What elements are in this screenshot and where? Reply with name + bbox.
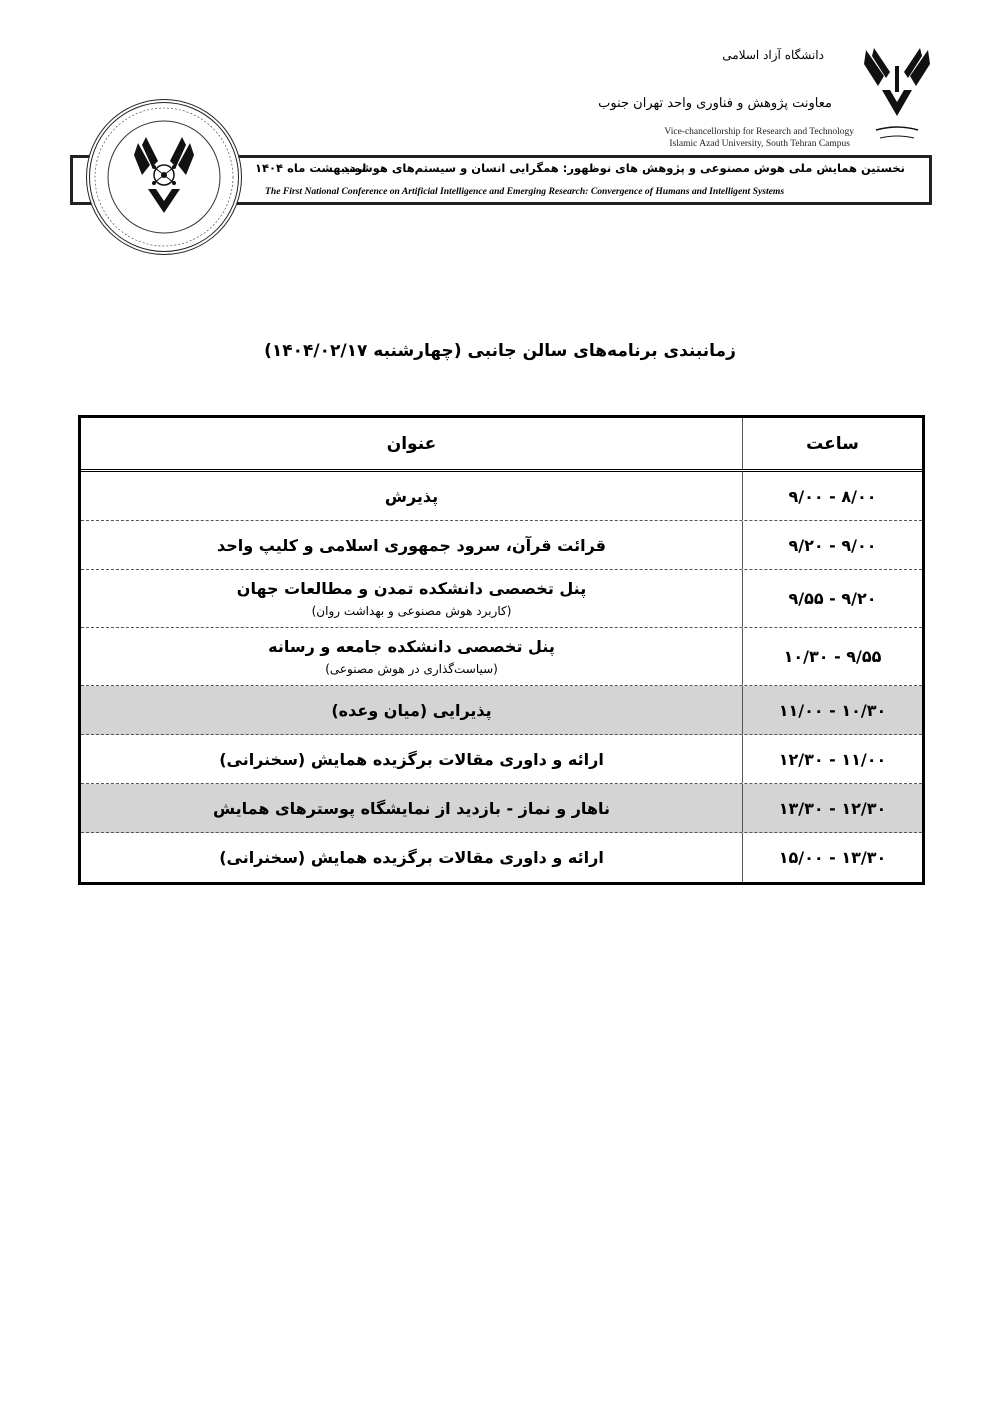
row-title-cell	[81, 570, 742, 627]
column-header-title: عنوان	[386, 433, 437, 454]
row-subtitle: (سیاست‌گذاری در هوش مصنوعی)	[325, 662, 498, 676]
table-row	[81, 735, 922, 784]
row-title: قرائت قرآن، سرود جمهوری اسلامی و کلیپ واحد	[217, 535, 606, 555]
row-title: پذیرش	[384, 486, 439, 506]
column-header-time: ساعت	[742, 418, 922, 469]
row-title: پنل تخصصی دانشکده جامعه و رسانه	[268, 637, 555, 656]
conference-seal-logo	[86, 99, 242, 255]
row-title: ناهار و نماز - بازدید از نمایشگاه پوسترهای همایش	[212, 798, 611, 818]
row-title: ارائه و داوری مقالات برگزیده همایش (سخنرانی)	[219, 848, 604, 867]
row-time: ۸/۰۰ - ۹/۰۰	[742, 472, 922, 520]
row-title-cell	[81, 686, 742, 734]
page-title: زمانبندی برنامه‌های سالن جانبی (چهارشنبه ۱۴۰۴/۰۲/۱۷)	[264, 341, 736, 361]
table-row	[81, 833, 922, 882]
conference-title-fa: نخستین همایش ملی هوش مصنوعی و پژوهش های نوظهور: همگرایی انسان و سیستم‌های هوشمند	[342, 161, 905, 175]
vice-chancellor-fa: معاونت پژوهش و فناوری واحد تهران جنوب	[598, 96, 832, 111]
row-subtitle: (کاربرد هوش مصنوعی و بهداشت روان)	[311, 604, 512, 618]
row-title: پنل تخصصی دانشکده تمدن و مطالعات جهان	[236, 579, 587, 598]
table-row	[81, 628, 922, 686]
row-time: ۱۳/۳۰ - ۱۵/۰۰	[742, 833, 922, 882]
row-title: ارائه و داوری مقالات برگزیده همایش (سخنرانی)	[219, 749, 604, 769]
table-row	[81, 570, 922, 628]
row-time: ۱۰/۳۰ - ۱۱/۰۰	[742, 686, 922, 734]
row-title-cell	[81, 472, 742, 520]
seal-emblem-icon	[90, 103, 238, 251]
conference-title-en: The First National Conference on Artificial Intelligence and Emerging Research: Convergence of Humans and Intelligent Systems	[265, 186, 785, 197]
row-time: ۹/۰۰ - ۹/۲۰	[742, 521, 922, 569]
university-logo-icon	[862, 46, 932, 144]
schedule-table	[78, 415, 925, 885]
row-title-cell	[81, 628, 742, 685]
conference-date: اردیبهشت ماه ۱۴۰۴	[255, 161, 367, 175]
table-header-row	[81, 418, 922, 472]
row-title-cell	[81, 833, 742, 882]
row-time: ۱۲/۳۰ - ۱۳/۳۰	[742, 784, 922, 832]
table-row	[81, 784, 922, 833]
row-title-cell	[81, 735, 742, 783]
table-row	[81, 686, 922, 735]
row-time: ۹/۵۵ - ۱۰/۳۰	[742, 628, 922, 685]
row-title-cell	[81, 784, 742, 832]
row-title: پذیرایی (میان وعده)	[331, 700, 492, 720]
table-row	[81, 472, 922, 521]
row-time: ۹/۲۰ - ۹/۵۵	[742, 570, 922, 627]
row-title-cell	[81, 521, 742, 569]
campus-name-en: Islamic Azad University, South Tehran Campus	[669, 139, 850, 149]
university-name-fa: دانشگاه آزاد اسلامی	[722, 48, 824, 62]
table-row	[81, 521, 922, 570]
vice-chancellor-en: Vice-chancellorship for Research and Technology	[664, 127, 854, 137]
row-time: ۱۱/۰۰ - ۱۲/۳۰	[742, 735, 922, 783]
